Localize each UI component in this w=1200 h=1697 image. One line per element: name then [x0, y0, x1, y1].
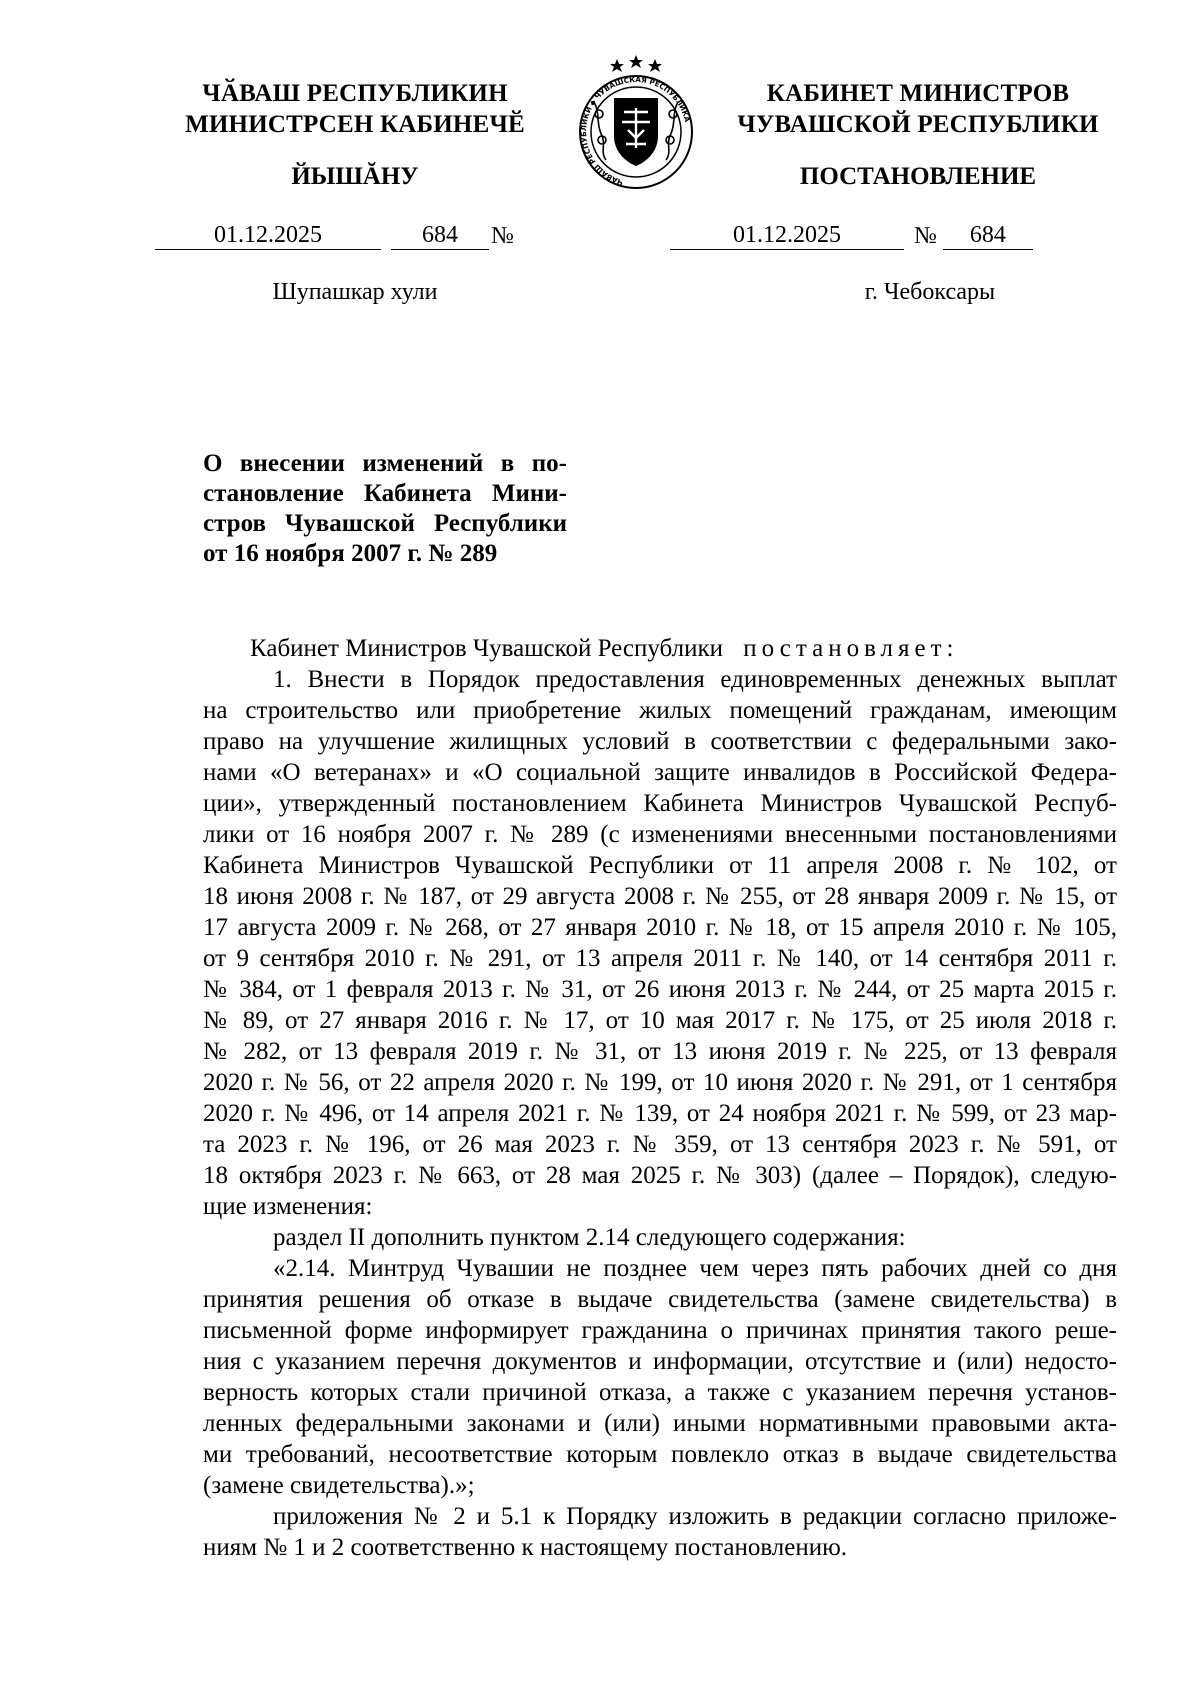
paragraph-line: 1. Внести в Порядок предоставления единовременных денежных выплат [273, 666, 1117, 693]
paragraph [203, 1222, 1117, 1253]
paragraph-line: 17 августа 2009 г. № 268, от 27 января 2010 г. № 18, от 15 апреля 2010 г. № 105, [203, 914, 1117, 941]
preamble-text: Кабинет Министров Чувашской Республики [250, 635, 724, 662]
paragraph-line: раздел II дополнить пунктом 2.14 следующего содержания: [273, 1224, 906, 1251]
paragraph-line: ции», утвержденный постановлением Кабинета Министров Чувашской Респуб- [203, 790, 1117, 817]
paragraph [203, 664, 1117, 1222]
city-left: Шупашкар хули [272, 279, 438, 305]
reg-line-right [670, 220, 1033, 250]
date-right: 01.12.2025 [670, 221, 904, 250]
document-title [203, 449, 567, 569]
paragraph-line: на строительство или приобретение жилых помещений гражданам, имеющим [203, 697, 1117, 724]
preamble [203, 633, 1117, 664]
paragraph-line: щие изменения: [203, 1193, 373, 1220]
date-left: 01.12.2025 [155, 221, 381, 250]
paragraph [203, 1253, 1117, 1501]
paragraph-line: верность которых стали причиной отказа, а также с указанием перечня установ- [203, 1379, 1117, 1406]
paragraph-line: 2020 г. № 56, от 22 апреля 2020 г. № 199, от 10 июня 2020 г. № 291, от 1 сентября [203, 1069, 1117, 1096]
paragraph-line: (замене свидетельства).»; [203, 1472, 475, 1499]
paragraph-line: письменной форме информирует гражданина о причинах принятия такого реше- [203, 1317, 1117, 1344]
doc-type-right: ПОСТАНОВЛЕНИЕ [799, 163, 1037, 190]
header-left-org [165, 78, 545, 140]
header-right-line1: КАБИНЕТ МИНИСТРОВ [766, 80, 1070, 107]
body-paragraphs [203, 664, 1117, 1563]
paragraph-line: Кабинета Министров Чувашской Республики от 11 апреля 2008 г. № 102, от [203, 852, 1117, 879]
title-line: становление Кабинета Мини- [203, 480, 567, 507]
paragraph-line: 18 октября 2023 г. № 663, от 28 мая 2025 г. № 303) (далее – Порядок), следую- [203, 1162, 1117, 1189]
header-left-line2: МИНИСТРСЕН КАБИНЕЧӖ [185, 111, 525, 138]
paragraph-line: нами «О ветеранах» и «О социальной защите инвалидов в Российской Федера- [203, 759, 1117, 786]
title-line: от 16 ноября 2007 г. № 289 [203, 540, 498, 567]
paragraph [203, 1501, 1117, 1563]
header-right-line2: ЧУВАШСКОЙ РЕСПУБЛИКИ [737, 111, 1099, 138]
paragraph-line: № 384, от 1 февраля 2013 г. № 31, от 26 июня 2013 г. № 244, от 25 марта 2015 г. [203, 976, 1117, 1003]
chuvash-coat-of-arms-icon [566, 52, 706, 192]
paragraph-line: лики от 16 ноября 2007 г. № 289 (с изменениями внесенными постановлениями [203, 821, 1117, 848]
number-symbol-left: № [491, 223, 514, 249]
document-body [203, 633, 1117, 1563]
paragraph-line: та 2023 г. № 196, от 26 мая 2023 г. № 359, от 13 сентября 2023 г. № 591, от [203, 1131, 1117, 1158]
emblem-ring-text: ЧĂВАШ РЕСПУБЛИКИ ◆ ЧУВАШСКАЯ РЕСПУБЛИКА [578, 74, 692, 188]
paragraph-line: «2.14. Минтруд Чувашии не позднее чем через пять рабочих дней со дня [273, 1255, 1117, 1282]
paragraph-line: № 89, от 27 января 2016 г. № 17, от 10 мая 2017 г. № 175, от 25 июля 2018 г. [203, 1007, 1117, 1034]
paragraph-line: ния с указанием перечня документов и информации, отсутствие и (или) недосто- [203, 1348, 1117, 1375]
paragraph-line: ленных федеральными законами и (или) иными нормативными правовыми акта- [203, 1410, 1117, 1437]
header-right-org [728, 78, 1108, 140]
paragraph-line: 18 июня 2008 г. № 187, от 29 августа 2008 г. № 255, от 28 января 2009 г. № 15, от [203, 883, 1117, 910]
paragraph-line: принятия решения об отказе в выдаче свидетельства (замене свидетельства) в [203, 1286, 1117, 1313]
number-left: 684 [391, 221, 489, 250]
title-line: стров Чувашской Республики [203, 510, 567, 537]
number-symbol-right: № [914, 223, 937, 249]
paragraph-line: приложения № 2 и 5.1 к Порядку изложить в редакции согласно приложе- [273, 1503, 1117, 1530]
paragraph-line: от 9 сентября 2010 г. № 291, от 13 апреля 2011 г. № 140, от 14 сентября 2011 г. [203, 945, 1117, 972]
paragraph-line: ниям № 1 и 2 соответственно к настоящему постановлению. [203, 1534, 848, 1561]
paragraph-line: право на улучшение жилищных условий в соответствии с федеральными зако- [203, 728, 1117, 755]
title-line: О внесении изменений в по- [203, 450, 567, 477]
doc-type-left: ЙЫШĂНУ [291, 163, 419, 190]
number-right: 684 [943, 221, 1033, 250]
city-right: г. Чебоксары [864, 279, 996, 305]
paragraph-line: ми требований, несоответствие которым повлекло отказ в выдаче свидетельства [203, 1441, 1117, 1468]
header-left-line1: ЧӐВАШ РЕСПУБЛИКИН [202, 80, 508, 107]
paragraph-line: 2020 г. № 496, от 14 апреля 2021 г. № 139, от 24 ноября 2021 г. № 599, от 23 мар- [203, 1100, 1117, 1127]
reg-line-left [155, 220, 514, 250]
stars-icon [610, 55, 662, 72]
preamble-action: постановляет: [743, 635, 959, 662]
paragraph-line: № 282, от 13 февраля 2019 г. № 31, от 13 июня 2019 г. № 225, от 13 февраля [203, 1038, 1117, 1065]
